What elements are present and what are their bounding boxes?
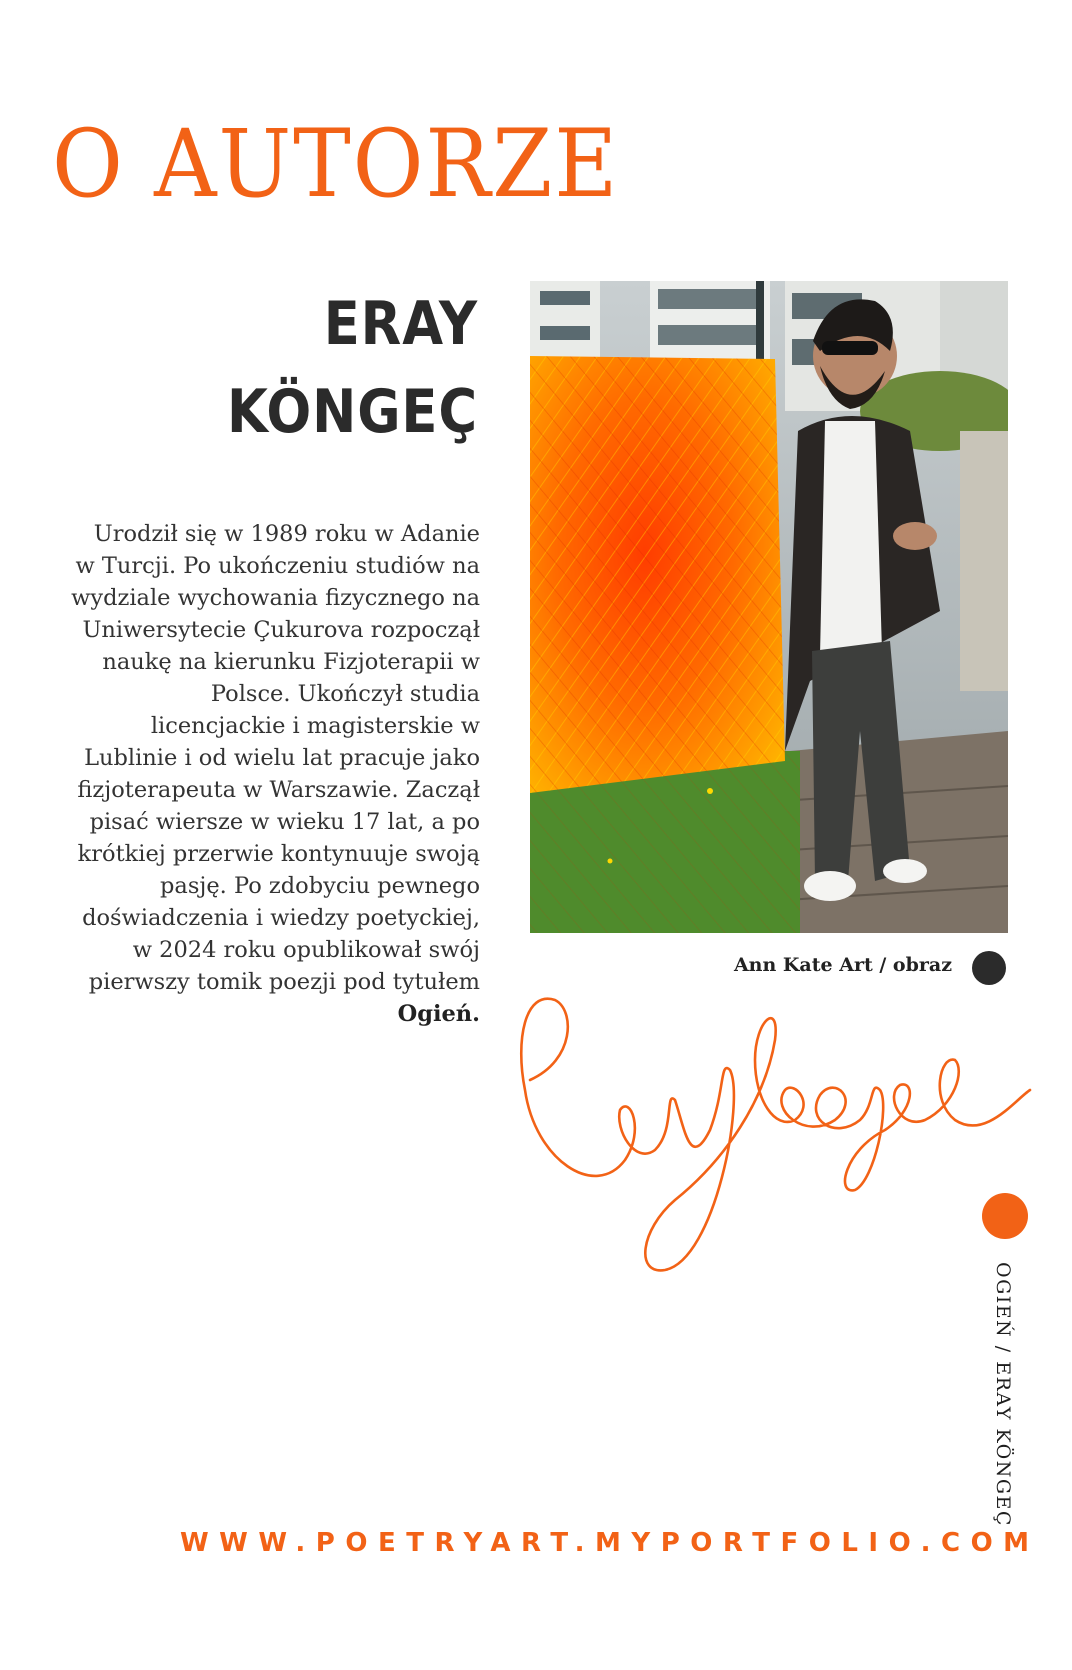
author-last-name: KÖNGEÇ	[226, 377, 478, 447]
bio-text: Urodził się w 1989 roku w Adanie w Turcji. Po ukończeniu studiów na wydziale wychowania fizycznego na Uniwersytecie Çukurova rozpoczął naukę na kierunku Fizjoterapii w Polsce. Ukończył studia licencjackie i magisterskie w Lublinie i od wielu lat pracuje jako fizjoterapeuta w Warszawie. Zaczął pisać wiersze w wieku 17 lat, a po krótkiej przerwie kontynuuje swoją pasję. Po zdobyciu pewnego doświadczenia i wiedzy poetyckiej, w 2024 roku opublikował swój pierwszy tomik poezji pod tytułem	[71, 521, 480, 995]
author-first-name: ERAY	[323, 289, 478, 359]
vertical-book-label-text: OGIEŃ / ERAY KÖNGEÇ	[992, 1262, 1014, 1527]
author-photo	[530, 281, 1008, 933]
signature	[515, 980, 1035, 1280]
author-name	[118, 280, 478, 456]
author-bio	[70, 518, 480, 1030]
book-title: Ogień.	[397, 1001, 480, 1027]
orange-dot-icon	[982, 1193, 1028, 1239]
page-title: O AUTORZE	[52, 110, 620, 219]
vertical-book-label	[990, 1262, 1026, 1562]
website-url[interactable]: WWW.POETRYART.MYPORTFOLIO.COM	[180, 1528, 1040, 1558]
photo-caption: Ann Kate Art / obraz	[733, 954, 952, 976]
